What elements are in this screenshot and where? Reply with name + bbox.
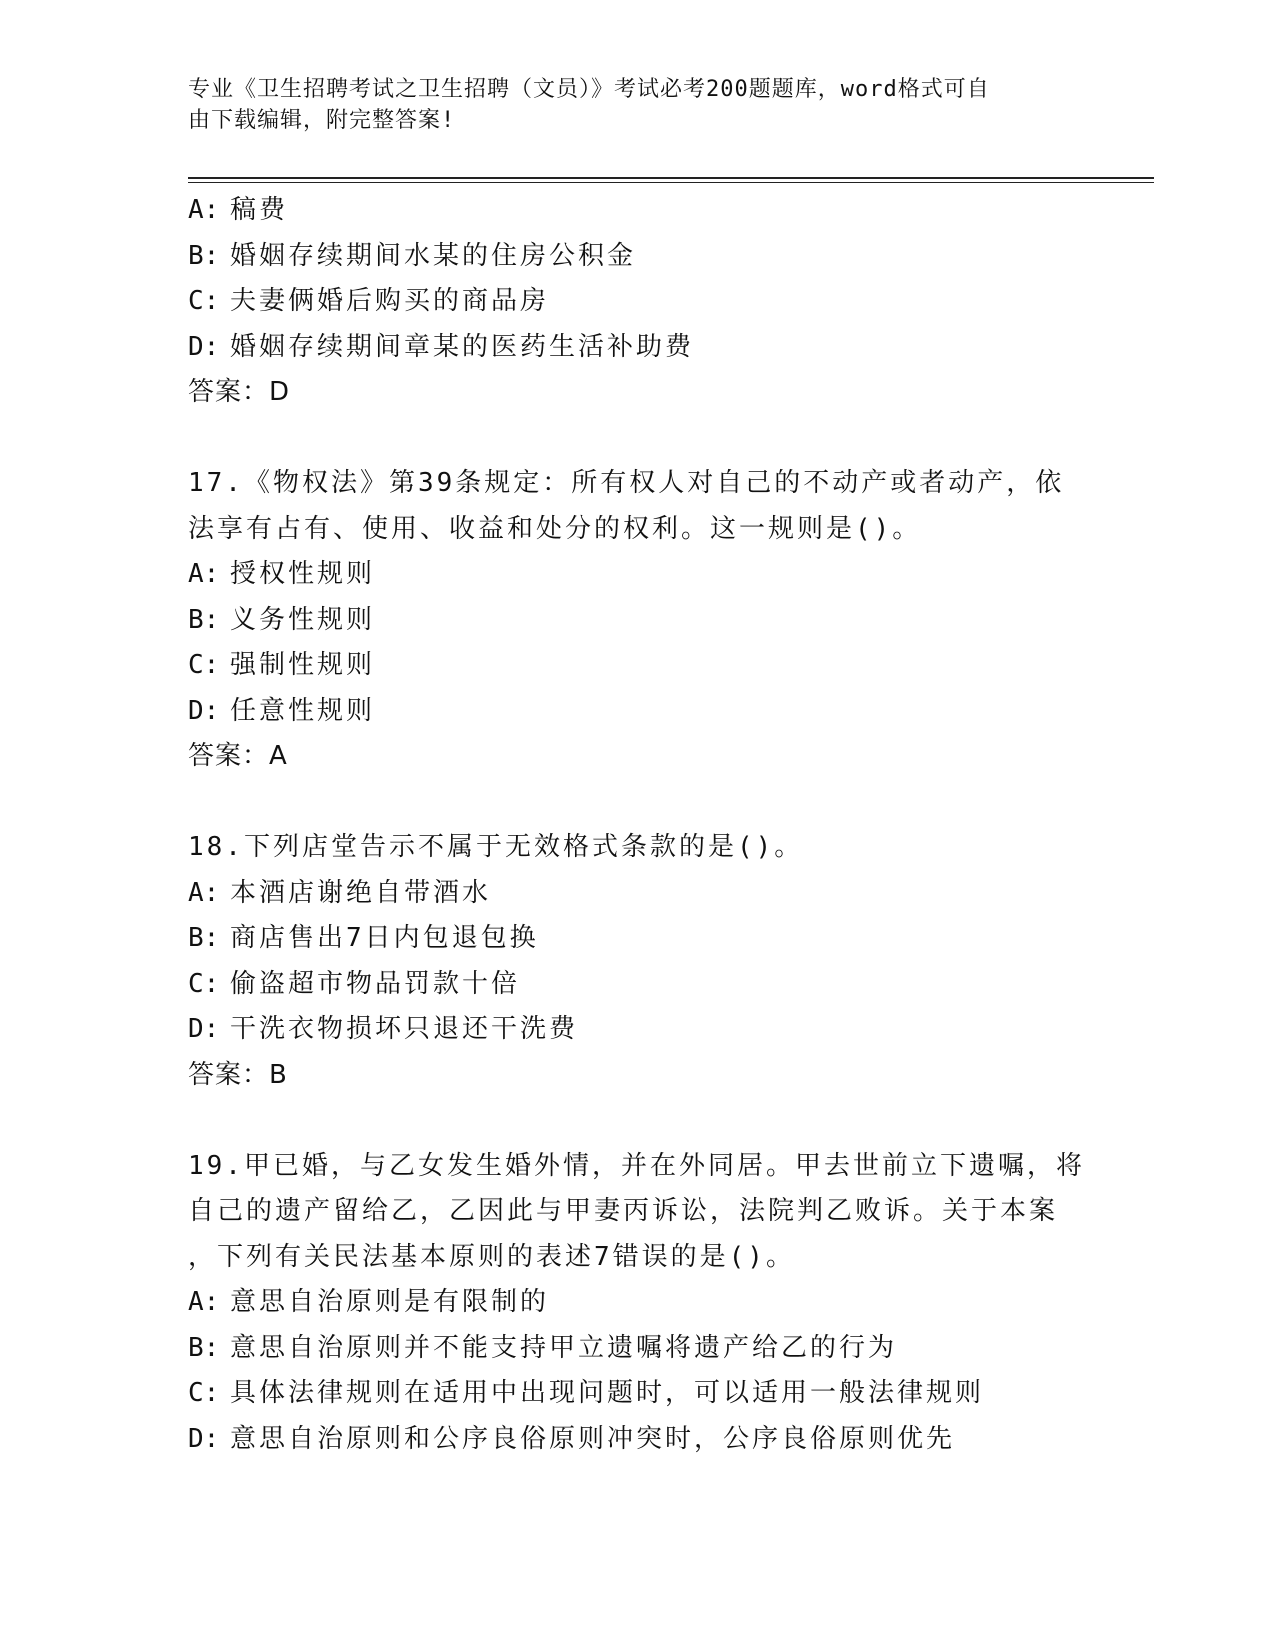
question-18: [188, 825, 1108, 1098]
header-line-2: 由下载编辑，附完整答案!: [188, 108, 456, 133]
option-c: C: 夫妻俩婚后购买的商品房: [188, 286, 550, 316]
question-stem-line: 法享有占有、使用、收益和处分的权利。这一规则是()。: [188, 513, 922, 544]
question-stem-line: 自己的遗产留给乙，乙因此与甲妻丙诉讼，法院判乙败诉。关于本案: [188, 1196, 1059, 1226]
option-b: B: 意思自治原则并不能支持甲立遗嘱将遗产给乙的行为: [188, 1332, 898, 1363]
option-d: D: 婚姻存续期间章某的医药生活补助费: [188, 331, 695, 362]
option-d: D: 干洗衣物损坏只退还干洗费: [188, 1014, 579, 1044]
option-c: C: 具体法律规则在适用中出现问题时，可以适用一般法律规则: [188, 1378, 985, 1408]
question-stem-line: ，下列有关民法基本原则的表述7错误的是()。: [188, 1241, 795, 1272]
question-16: [188, 188, 1108, 416]
option-a: A: 意思自治原则是有限制的: [188, 1287, 550, 1317]
answer-line: 答案：D: [188, 377, 291, 407]
option-c: C: 偷盗超市物品罚款十倍: [188, 968, 521, 999]
answer-line: 答案：B: [188, 1059, 288, 1090]
question-stem-line: 18.下列店堂告示不属于无效格式条款的是()。: [188, 832, 804, 862]
option-d: D: 任意性规则: [188, 695, 376, 726]
option-b: B: 商店售出7日内包退包换: [188, 923, 539, 953]
question-17: [188, 461, 1108, 780]
question-list: [188, 188, 1108, 1462]
question-stem-line: 17.《物权法》第39条规定：所有权人对自己的不动产或者动产，依: [188, 468, 1065, 498]
question-19: [188, 1144, 1108, 1463]
header-line-1: 专业《卫生招聘考试之卫生招聘（文员）》考试必考200题题库，word格式可自: [188, 77, 990, 102]
header-divider-thick: [188, 177, 1154, 179]
question-stem-line: 19.甲已婚，与乙女发生婚外情，并在外同居。甲去世前立下遗嘱，将: [188, 1150, 1085, 1181]
option-a: A: 授权性规则: [188, 559, 376, 589]
option-b: B: 义务性规则: [188, 604, 376, 635]
option-a: A: 稿费: [188, 195, 289, 225]
document-header: [188, 74, 1088, 136]
option-d: D: 意思自治原则和公序良俗原则冲突时，公序良俗原则优先: [188, 1423, 956, 1454]
option-c: C: 强制性规则: [188, 650, 376, 680]
header-divider-thin: [188, 182, 1154, 183]
option-a: A: 本酒店谢绝自带酒水: [188, 877, 492, 908]
answer-line: 答案：A: [188, 741, 288, 771]
option-b: B: 婚姻存续期间水某的住房公积金: [188, 240, 637, 271]
